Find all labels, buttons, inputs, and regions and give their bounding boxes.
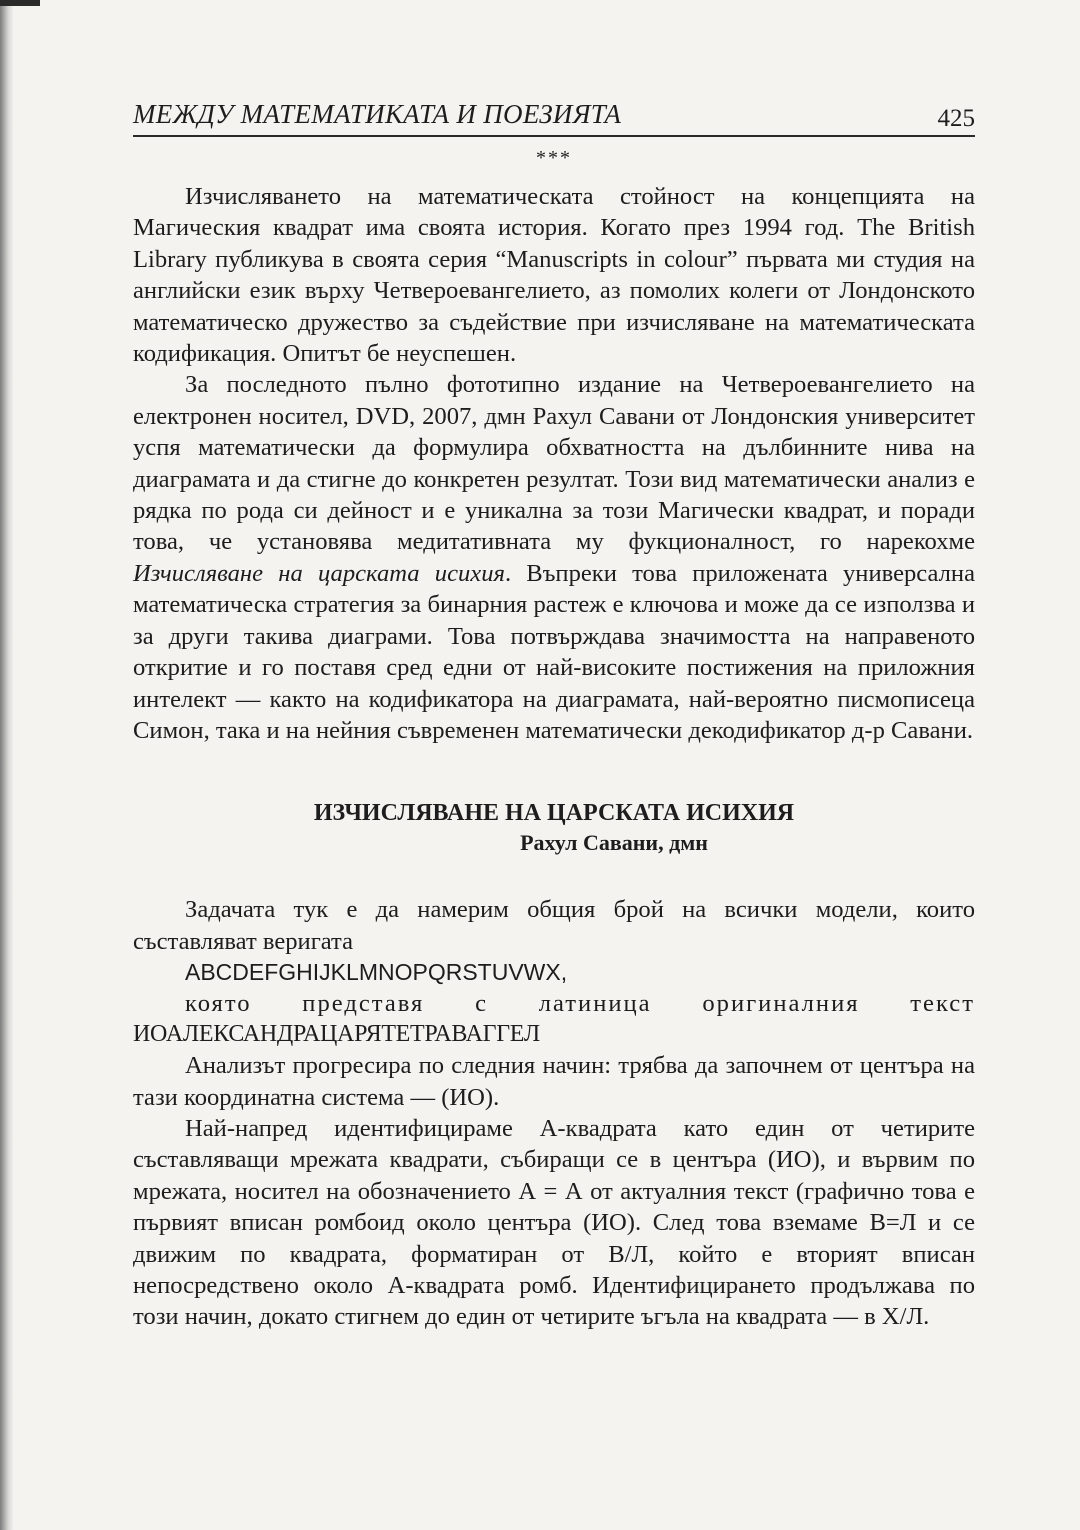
section-separator: *** (536, 147, 572, 169)
running-title: МЕЖДУ МАТЕМАТИКАТА И ПОЕЗИЯТА (133, 99, 622, 129)
paragraph-history: Изчисляването на математическата стойност на концепцията на Магическия квадрат има своята история. Когато през 1994 год. The British Library публикува в своята серия “Manuscripts in colour” първата ми студия на английски език върху Четвероевангелието, аз помолих колеги от Лондонското математическо дружество за съдействие при изчисляване на математическата кодификация. Опитът бе неуспешен. (133, 183, 975, 368)
represents-word: текст (910, 990, 975, 1018)
cyrillic-sequence: ИОАЛЕКСАНДРАЦАРЯТЕТРАВАГГЕЛ (133, 1021, 540, 1048)
latin-sequence: ABCDEFGHIJKLMNOPQRSTUVWX, (185, 959, 568, 986)
paragraph-edition (133, 369, 975, 746)
scan-corner-mark (0, 0, 40, 6)
book-page (133, 95, 975, 1333)
paragraph-steps: Най-напред идентифицираме А-квадрата като един от четирите съставляващи мрежата квадрати, събиращи се в центъра (ИО), и вървим по мрежата, носител на обозначението А = А от актуалния текст (графично това е първият вписан ромбоид около центъра (ИО). След това вземаме B=Л и се движим по квадрата, форматиран от B/Л, който е вторият вписан непосредствено около А-квадрата ромб. Идентифицирането продължава по този начин, докато стигнем до един от четирите ъгъла на квадрата — в X/Л. (133, 1114, 975, 1331)
running-header (133, 95, 975, 137)
represents-word: латиница (538, 990, 652, 1018)
represents-word: която (185, 990, 252, 1018)
paragraph-edition-text-start: За последното пълно фототипно издание на Четвероевангелието на електронен носител, DVD, 2007, дмн Рахул Савани от Лондонския университет успя математически да формулира обхватността на дълбинните нива на диаграмата и да стигне до конкретен резултат. Този вид математически анализ е рядка по рода си дейност и е уникална за този Магически квадрат, и поради това, че установява медитативната му фукционалност, го нарекохме (133, 371, 975, 556)
paragraph-edition-text-end: . Въпреки това приложената универсална математическа стратегия за бинарния растеж е ключова и може да се използва и за други такива диаграми. Това потвърждава значимостта на направеното откритие и го поставя сред едни от най-високите постижения на приложния интелект — както на кодификатора на диаграмата, най-вероятно писмописеца Симон, така и на нейния съвременен математически декодификатор д-р Савани. (133, 559, 975, 744)
section-title: ИЗЧИСЛЯВАНЕ НА ЦАРСКАТА ИСИХИЯ (313, 800, 795, 827)
represents-word: с (475, 990, 488, 1018)
paragraph-edition-italic-title: Изчисляване на царската исихия (133, 559, 505, 587)
page-number: 425 (937, 105, 975, 132)
paragraph-analysis: Анализът прогресира по следния начин: трябва да започнем от центъра на тази координатна система — (ИО). (133, 1052, 975, 1111)
represents-word: представя (302, 990, 425, 1018)
book-binding-shadow (0, 0, 14, 1530)
paragraph-task: Задачата тук е да намерим общия брой на всички модели, които съставляват веригата (133, 896, 975, 955)
section-author: Рахул Савани, дмн (520, 830, 708, 856)
represents-line (133, 988, 975, 1019)
represents-word: оригиналния (702, 990, 860, 1018)
